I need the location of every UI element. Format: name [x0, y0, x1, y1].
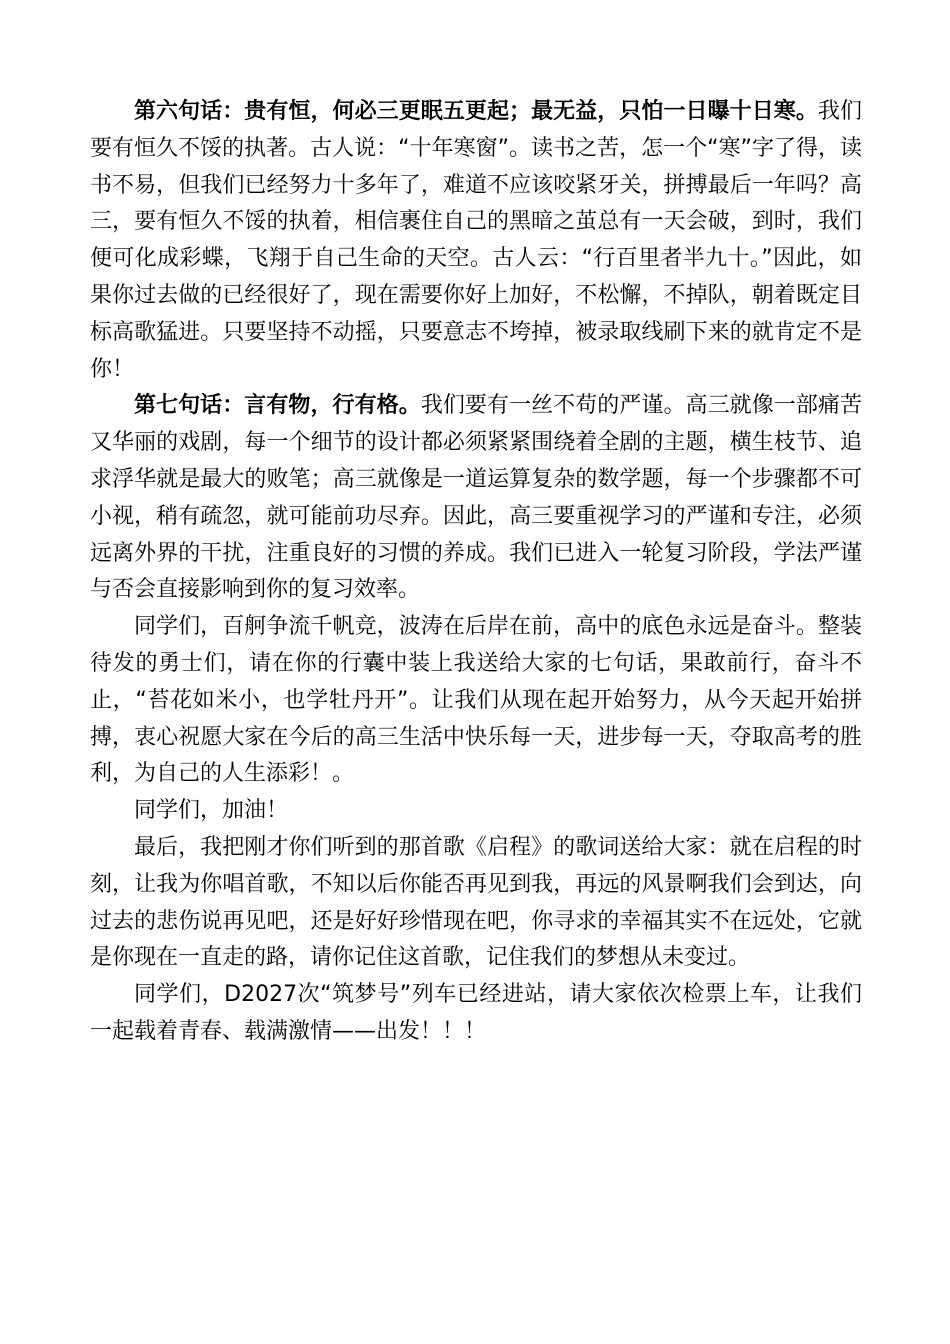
paragraph-encouragement	[90, 609, 862, 793]
document-page	[90, 94, 862, 1051]
paragraph-lead-bold: 第七句话：言有物，行有格。	[134, 393, 421, 419]
paragraph-body: 我们要有一丝不苟的严谨。高三就像一部痛苦又华丽的戏剧，每一个细节的设计都必须紧紧围绕着全剧的主题，横生枝节、追求浮华就是最大的败笔；高三就像是一道运算复杂的数学题，每一个步骤都不可小视，稍有疏忽，就可能前功尽弃。因此，高三要重视学习的严谨和专注，必须远离外界的干扰，注重良好的习惯的养成。我们已进入一轮复习阶段，学法严谨与否会直接影响到你的复习效率。	[90, 393, 862, 603]
paragraph-body: 同学们，百舸争流千帆竞，波涛在后岸在前，高中的底色永远是奋斗。整装待发的勇士们，请在你的行囊中装上我送给大家的七句话，果敢前行，奋斗不止，“苔花如米小，也学牡丹开”。让我们从现在起开始努力，从今天起开始拼搏，衷心祝愿大家在今后的高三生活中快乐每一天，进步每一天，夺取高考的胜利，为自己的人生添彩！。	[90, 614, 862, 787]
paragraph-closing	[90, 977, 862, 1051]
paragraph-lead-bold: 第六句话：贵有恒，何必三更眠五更起；最无益，只怕一日曝十日寒。	[134, 99, 818, 124]
paragraph-sentence-six	[90, 94, 862, 388]
paragraph-sentence-seven	[90, 388, 862, 609]
paragraph-body: 同学们，D2027次“筑梦号”列车已经进站，请大家依次检票上车，让我们一起载着青春、载满激情——出发！！！	[90, 982, 862, 1044]
paragraph-body: 我们要有恒久不馁的执著。古人说：“十年寒窗”。读书之苦，怎一个“寒”字了得，读书不易，但我们已经努力十多年了，难道不应该咬紧牙关，拼搏最后一年吗？高三，要有恒久不馁的执着，相信裹住自己的黑暗之茧总有一天会破，到时，我们便可化成彩蝶，飞翔于自己生命的天空。古人云：“行百里者半九十。”因此，如果你过去做的已经很好了，现在需要你好上加好，不松懈，不掉队，朝着既定目标高歌猛进。只要坚持不动摇，只要意志不垮掉，被录取线刷下来的就肯定不是你！	[90, 99, 862, 382]
paragraph-song-lyrics	[90, 830, 862, 977]
paragraph-cheer	[90, 793, 862, 830]
paragraph-body: 同学们，加油！	[134, 798, 289, 824]
paragraph-body: 最后，我把刚才你们听到的那首歌《启程》的歌词送给大家：就在启程的时刻，让我为你唱首歌，不知以后你能否再见到我，再远的风景啊我们会到达，向过去的悲伤说再见吧，还是好好珍惜现在吧，你寻求的幸福其实不在远处，它就是你现在一直走的路，请你记住这首歌，记住我们的梦想从未变过。	[90, 834, 862, 971]
